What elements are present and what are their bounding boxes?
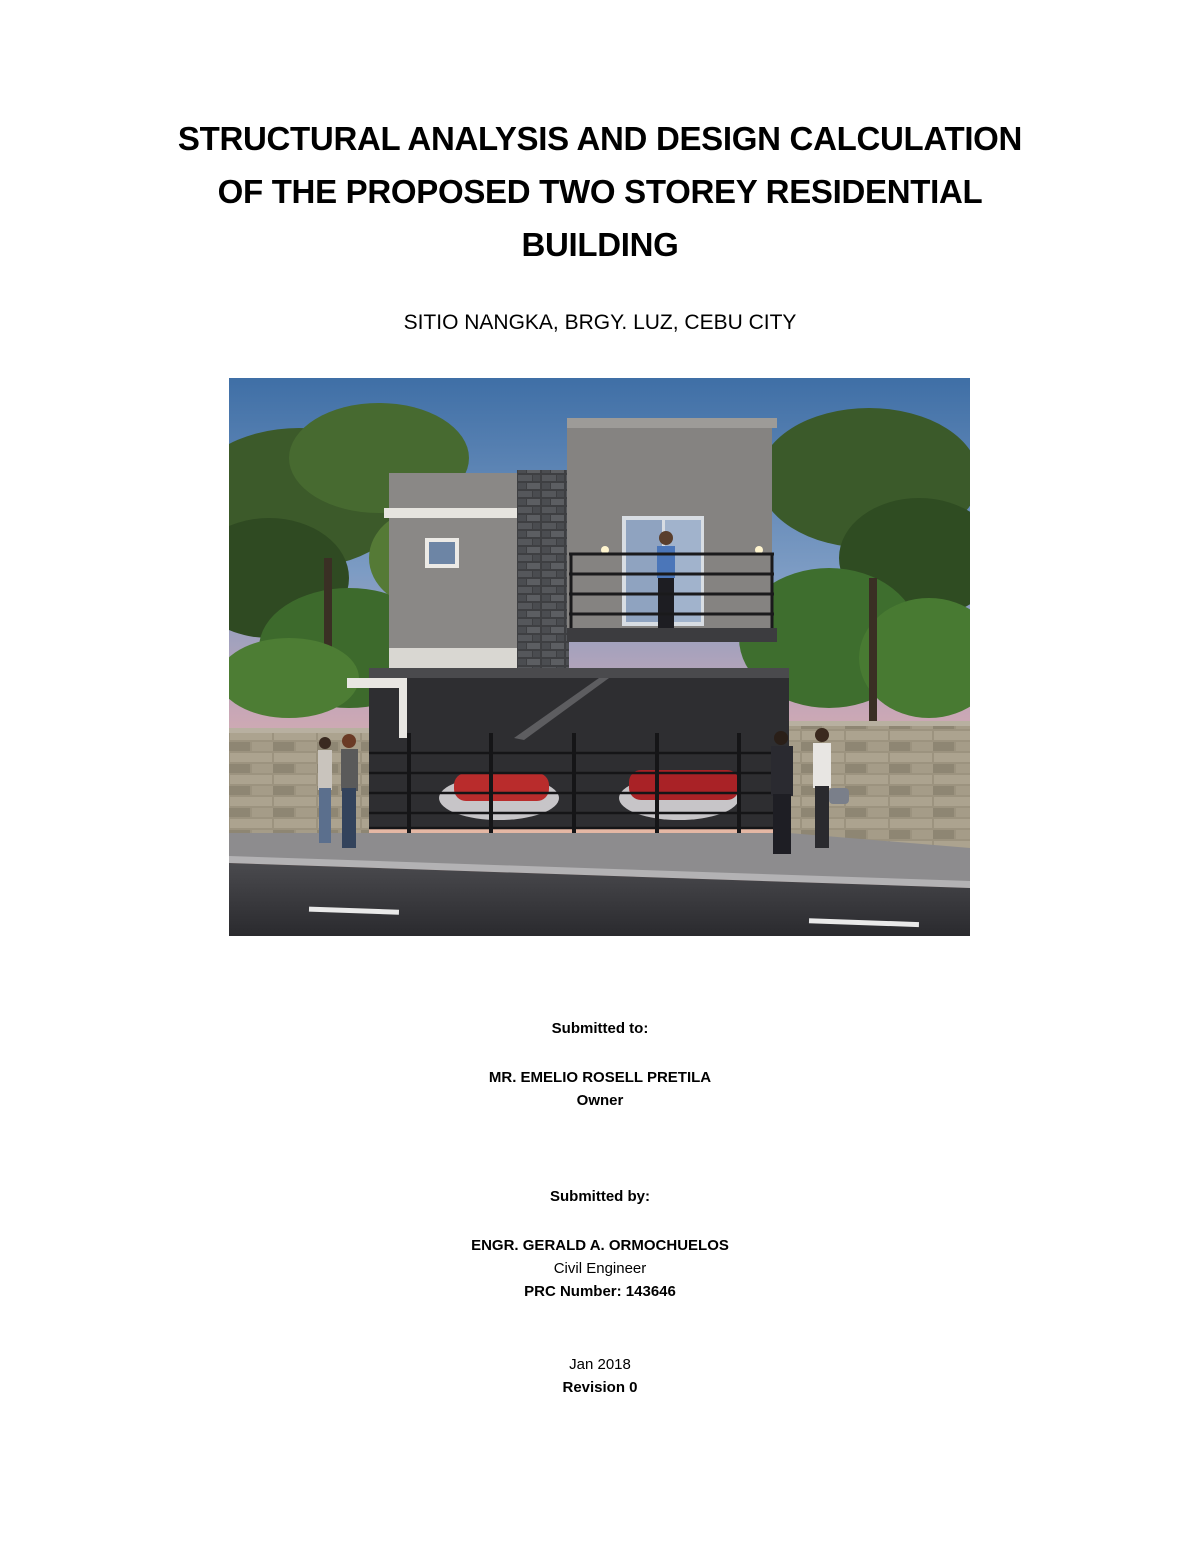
submitted-to-section — [0, 1017, 1200, 1040]
title-line-3: BUILDING — [521, 226, 679, 263]
document-revision: Revision 0 — [562, 1379, 638, 1396]
submitted-to-label: Submitted to: — [551, 1020, 649, 1037]
submitted-by-section — [0, 1185, 1200, 1208]
owner-name: MR. EMELIO ROSELL PRETILA — [488, 1069, 712, 1086]
owner-block — [0, 1066, 1200, 1112]
engineer-role: Civil Engineer — [553, 1260, 647, 1277]
engineer-name: ENGR. GERALD A. ORMOCHUELOS — [471, 1237, 729, 1254]
engineer-block — [0, 1234, 1200, 1303]
document-date: Jan 2018 — [569, 1356, 631, 1373]
title-line-2: OF THE PROPOSED TWO STOREY RESIDENTIAL — [217, 173, 983, 210]
project-location: SITIO NANGKA, BRGY. LUZ, CEBU CITY — [403, 311, 797, 334]
title-line-1: STRUCTURAL ANALYSIS AND DESIGN CALCULATION — [177, 120, 1023, 157]
owner-role: Owner — [576, 1092, 624, 1109]
building-rendering — [229, 378, 970, 936]
engineer-prc-number: PRC Number: 143646 — [524, 1283, 676, 1300]
date-block — [0, 1353, 1200, 1399]
document-title — [0, 112, 1200, 271]
submitted-by-label: Submitted by: — [550, 1188, 650, 1205]
